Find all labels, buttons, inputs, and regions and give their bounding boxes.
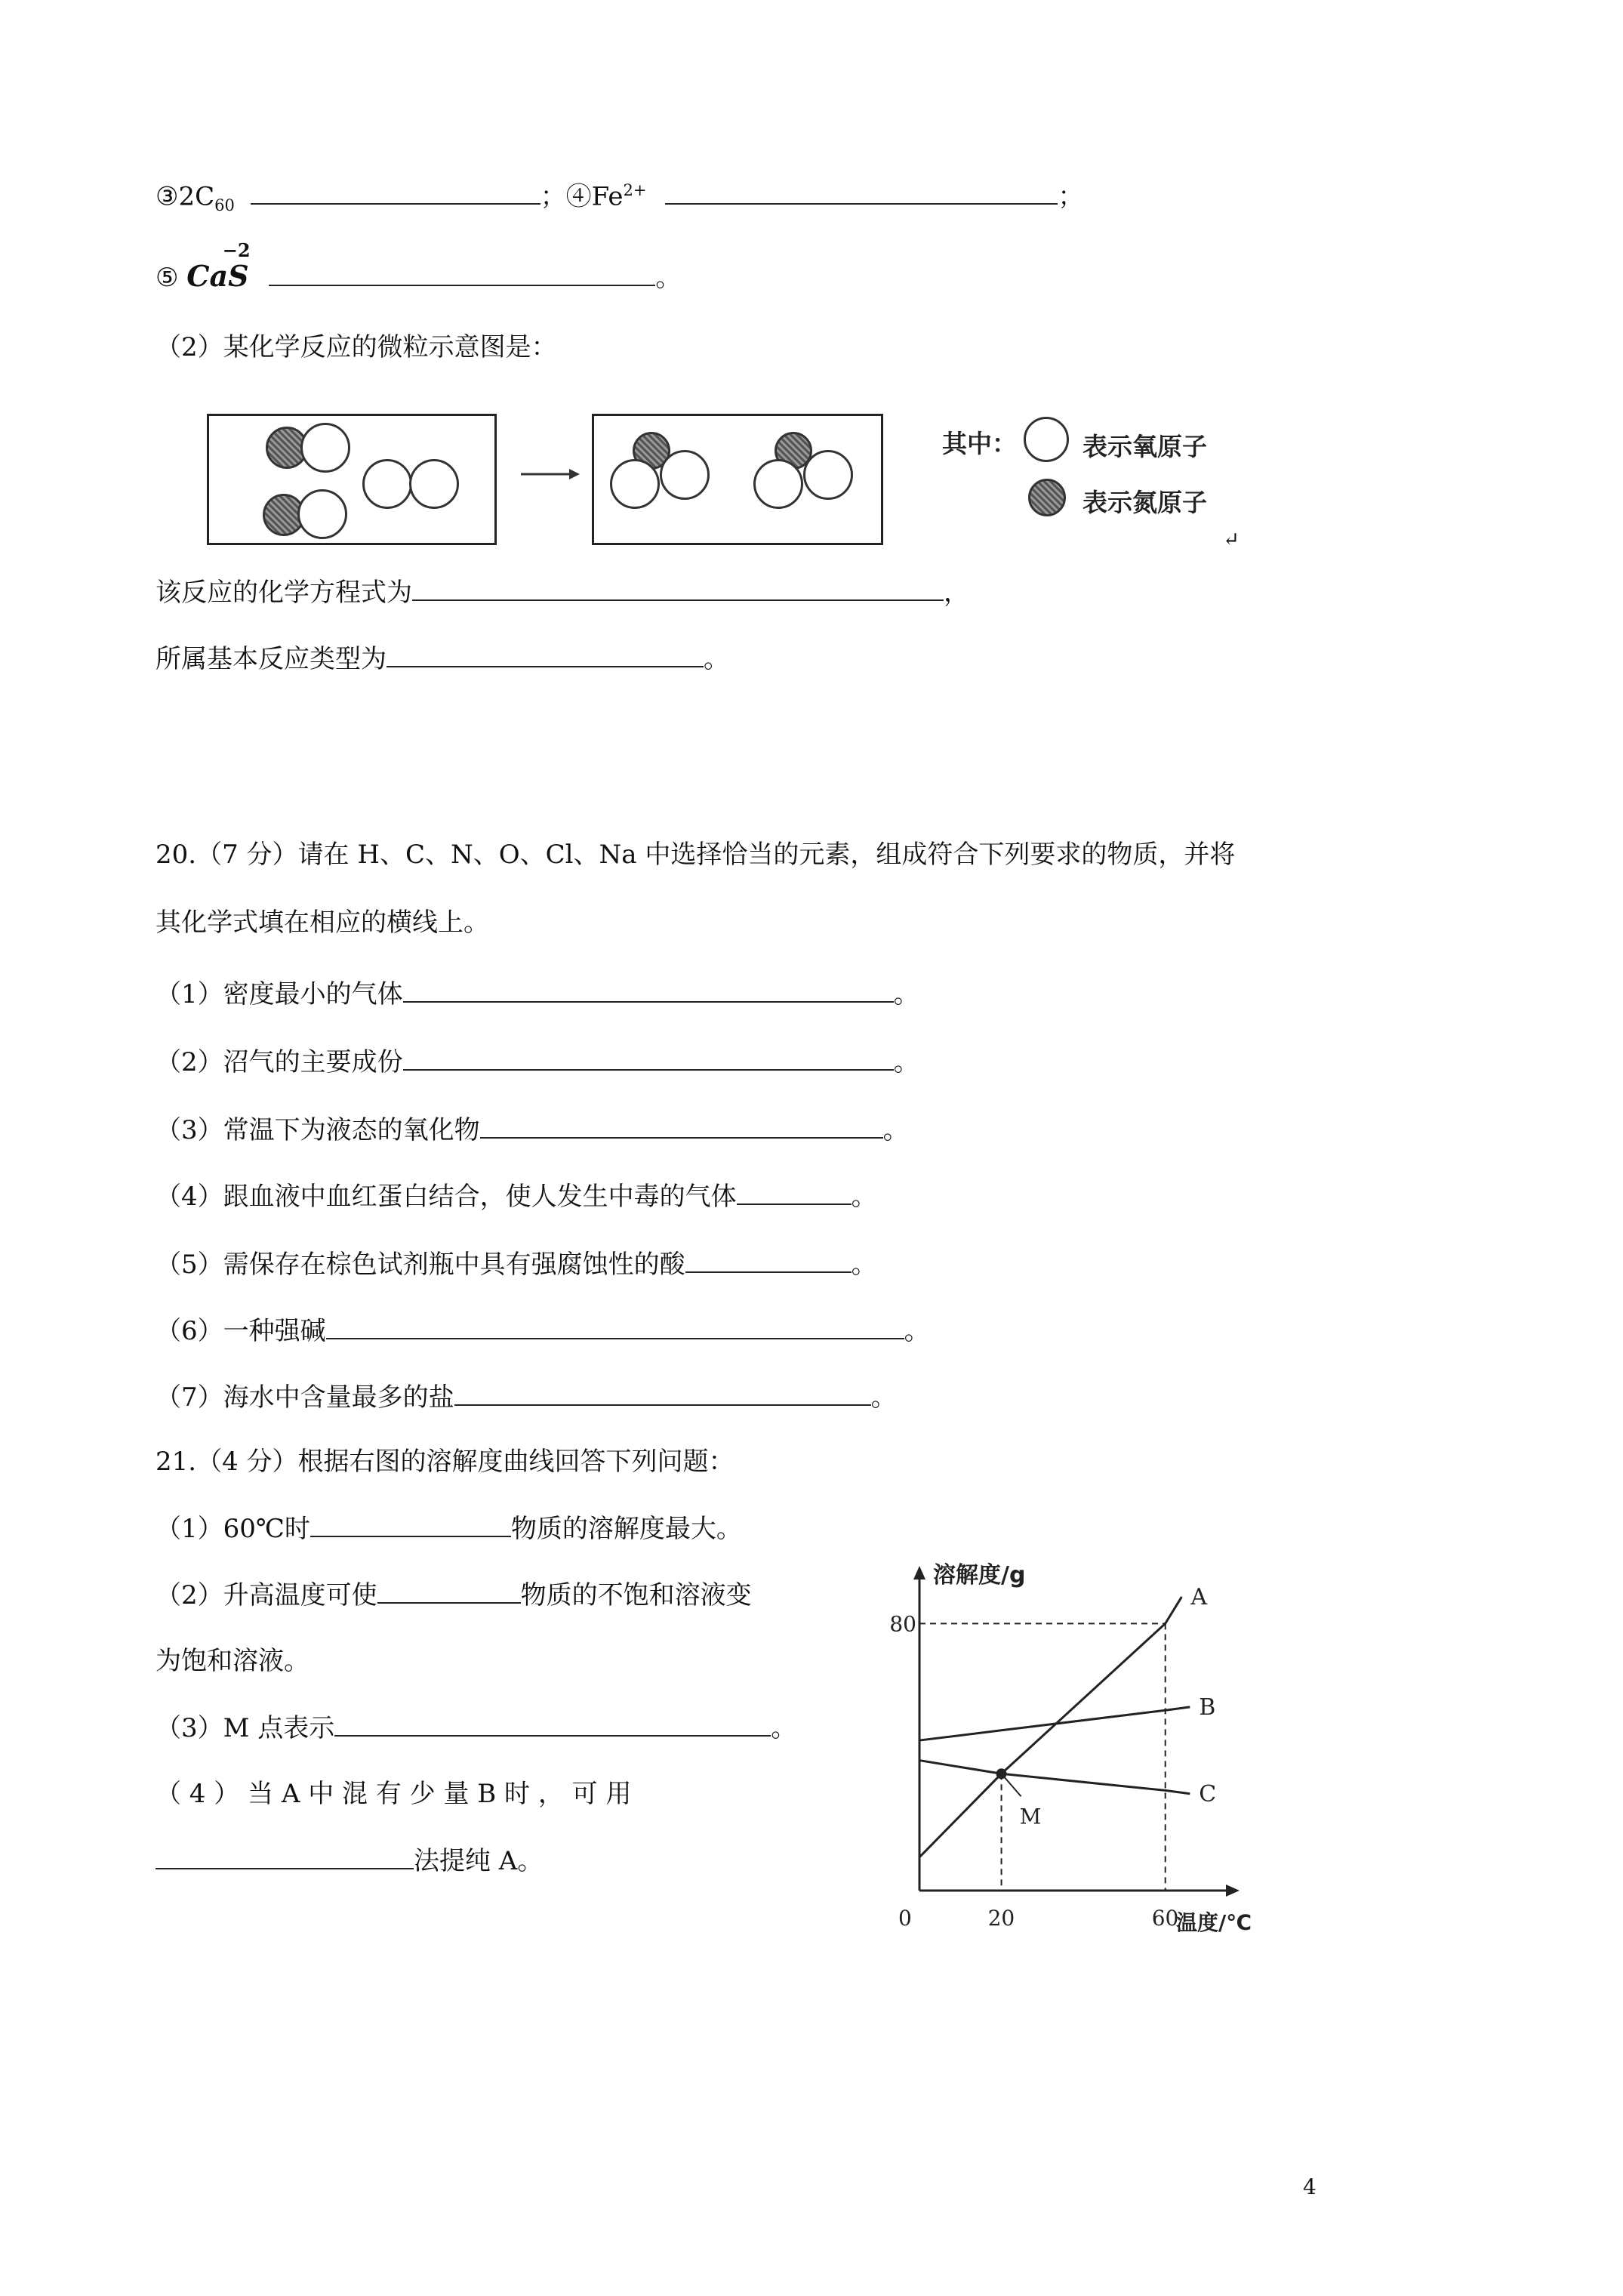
x-axis-label: 温度/℃ — [1176, 1910, 1252, 1935]
answer-blank[interactable] — [251, 180, 540, 205]
q21-part2: （2）升高温度可使 物质的不饱和溶液变 — [156, 1580, 752, 1610]
x-tick-label: 20 — [987, 1906, 1015, 1931]
answer-blank[interactable] — [326, 1315, 904, 1339]
series-label-C: C — [1199, 1780, 1217, 1808]
q19-part2: （2）某化学反应的微粒示意图是： — [156, 332, 557, 362]
y-axis-arrow-icon — [913, 1566, 925, 1579]
q21-part4-line1: （ 4 ） 当 A 中 混 有 少 量 B 时 ， 可 用 — [156, 1779, 632, 1809]
return-mark: ↵ — [1223, 529, 1240, 551]
oxygen-atom — [362, 459, 412, 509]
reaction-arrow-icon — [521, 465, 581, 483]
x-tick-label: 0 — [898, 1906, 912, 1931]
answer-blank[interactable] — [269, 262, 655, 286]
answer-blank[interactable] — [334, 1712, 771, 1737]
answer-blank[interactable] — [387, 643, 704, 667]
oxygen-atom — [409, 459, 459, 509]
q21-part4-line2: 法提纯 A。 — [156, 1845, 543, 1876]
q20-heading-line1: 20.（7 分）请在 H、C、N、O、Cl、Na 中选择恰当的元素，组成符合下列要求的物质，并将 — [156, 840, 1236, 870]
oxygen-atom — [803, 450, 853, 500]
answer-blank[interactable] — [310, 1513, 511, 1537]
answer-blank[interactable] — [412, 577, 944, 601]
answer-blank[interactable] — [403, 978, 894, 1003]
point-M-leader — [1002, 1774, 1021, 1796]
q19-equation: 该反应的化学方程式为 ， — [156, 578, 969, 608]
oxygen-legend-icon — [1024, 417, 1069, 462]
answer-blank[interactable] — [685, 1249, 852, 1273]
q20-heading-line2: 其化学式填在相应的横线上。 — [156, 908, 489, 938]
q21-part3: （3）M 点表示 。 — [156, 1713, 797, 1743]
q21-part1: （1）60℃时 物质的溶解度最大。 — [156, 1514, 742, 1544]
series-label-A: A — [1190, 1583, 1208, 1610]
oxygen-atom — [300, 423, 350, 473]
nitrogen-legend-icon — [1028, 479, 1066, 516]
y-tick-label: 80 — [889, 1611, 916, 1637]
x-tick-label: 60 — [1151, 1906, 1179, 1931]
q19-item3: $③2C_{60}$ ；$④Fe^{2+}$ ； — [156, 181, 1084, 215]
series-label-B: B — [1199, 1693, 1216, 1721]
curve-C — [919, 1761, 1190, 1794]
point-M-label: M — [1019, 1804, 1042, 1829]
legend-oxygen: 表示氧原子 — [1083, 432, 1207, 461]
q20-item: （4）跟血液中血红蛋白结合，使人发生中毒的气体 。 — [156, 1182, 877, 1212]
oxygen-atom — [753, 459, 803, 509]
q20-item: （2）沼气的主要成份 。 — [156, 1047, 919, 1077]
y-axis-label: 溶解度/g — [933, 1562, 1026, 1589]
answer-blank[interactable] — [377, 1579, 521, 1604]
q21-part2-line2: 为饱和溶液。 — [156, 1646, 310, 1676]
page-number: 4 — [1303, 2174, 1317, 2199]
oxygen-atom — [660, 450, 710, 500]
q20-item: （5）需保存在棕色试剂瓶中具有强腐蚀性的酸 。 — [156, 1250, 877, 1280]
q21-heading: 21.（4 分）根据右图的溶解度曲线回答下列问题： — [156, 1447, 735, 1477]
q20-item: （7）海水中含量最多的盐 。 — [156, 1382, 897, 1413]
q20-item: （3）常温下为液态的氧化物 。 — [156, 1115, 909, 1145]
cas-formula: CaS −2 — [186, 261, 248, 291]
legend-nitrogen: 表示氮原子 — [1083, 488, 1207, 517]
solubility-chart — [889, 1555, 1253, 1935]
answer-blank[interactable] — [454, 1382, 871, 1406]
valence-mark: −2 — [222, 239, 251, 261]
answer-blank[interactable] — [665, 180, 1058, 205]
curve-B — [919, 1707, 1190, 1740]
q19-reaction-type: 所属基本反应类型为 。 — [156, 644, 729, 674]
q19-item5: ⑤ CaS −2 。 — [156, 261, 681, 293]
q20-item: （6）一种强碱 。 — [156, 1316, 930, 1346]
curve-A — [919, 1597, 1181, 1857]
answer-blank[interactable] — [156, 1845, 414, 1869]
legend-header: 其中： — [942, 429, 1017, 458]
q20-item: （1）密度最小的气体 。 — [156, 979, 919, 1009]
x-axis-arrow-icon — [1226, 1885, 1240, 1897]
oxygen-atom — [610, 459, 660, 509]
answer-blank[interactable] — [737, 1181, 852, 1205]
answer-blank[interactable] — [480, 1114, 883, 1139]
oxygen-atom — [297, 489, 347, 539]
answer-blank[interactable] — [403, 1046, 894, 1071]
